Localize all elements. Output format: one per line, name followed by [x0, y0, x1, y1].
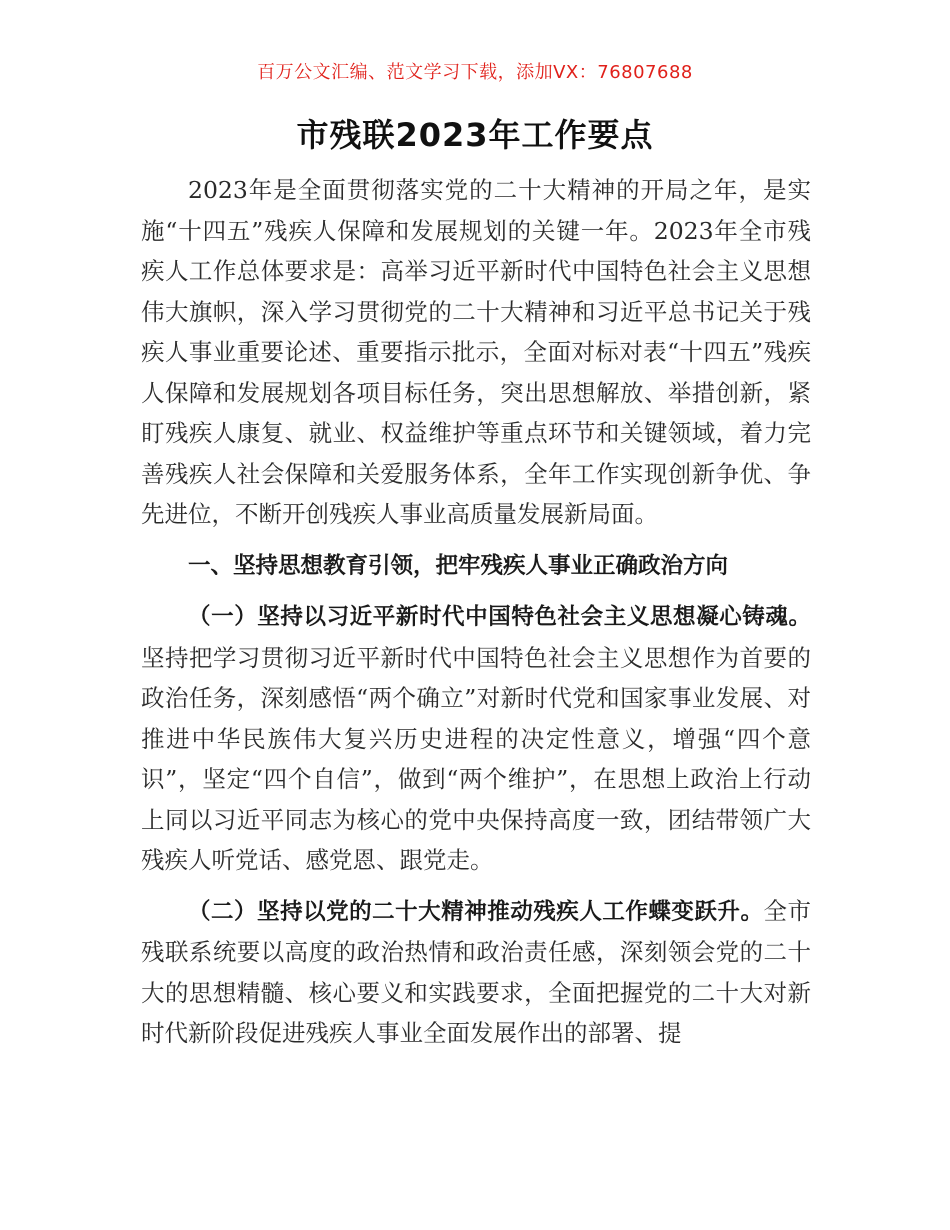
subsection-paragraph-2 [141, 891, 811, 1054]
watermark-banner: 百万公文汇编、范文学习下载，添加VX：76807688 [257, 62, 693, 83]
subsection-paragraph-1 [141, 596, 811, 881]
document-title: 市残联2023年工作要点 [296, 116, 654, 154]
paragraph-gap [141, 535, 811, 545]
subsection-text-2: 全市残联系统要以高度的政治热情和政治责任感，深刻领会党的二十大的思想精髓、核心要义和实践要求，全面把握党的二十大对新时代新阶段促进残疾人事业全面发展作出的部署、提 [141, 896, 811, 1047]
subsection-text-1: 坚持把学习贯彻习近平新时代中国特色社会主义思想作为首要的政治任务，深刻感悟“两个确立”对新时代党和国家事业发展、对推进中华民族伟大复兴历史进程的决定性意义，增强“四个意识”，坚定“四个自信”，做到“两个维护”，在思想上政治上行动上同以习近平同志为核心的党中央保持高度一致，团结带领广大残疾人听党话、感党恩、跟党走。 [141, 643, 811, 874]
intro-paragraph: 2023年是全面贯彻落实党的二十大精神的开局之年，是实施“十四五”残疾人保障和发展规划的关键一年。2023年全市残疾人工作总体要求是：高举习近平新时代中国特色社会主义思想伟大旗帜，深入学习贯彻党的二十大精神和习近平总书记关于残疾人事业重要论述、重要指示批示，全面对标对表“十四五”残疾人保障和发展规划各项目标任务，突出思想解放、举措创新，紧盯残疾人康复、就业、权益维护等重点环节和关键领域，着力完善残疾人社会保障和关爱服务体系，全年工作实现创新争优、争先进位，不断开创残疾人事业高质量发展新局面。 [141, 176, 811, 528]
section-heading-text: 一、坚持思想教育引领，把牢残疾人事业正确政治方向 [188, 552, 729, 579]
section-heading [141, 545, 811, 587]
document-body [141, 170, 811, 1054]
subsection-lead-1: （一）坚持以习近平新时代中国特色社会主义思想凝心铸魂。 [188, 604, 811, 630]
paragraph-gap [141, 881, 811, 891]
paragraph-gap [141, 586, 811, 596]
subsection-lead-2: （二）坚持以党的二十大精神推动残疾人工作蝶变跃升。 [188, 898, 764, 925]
